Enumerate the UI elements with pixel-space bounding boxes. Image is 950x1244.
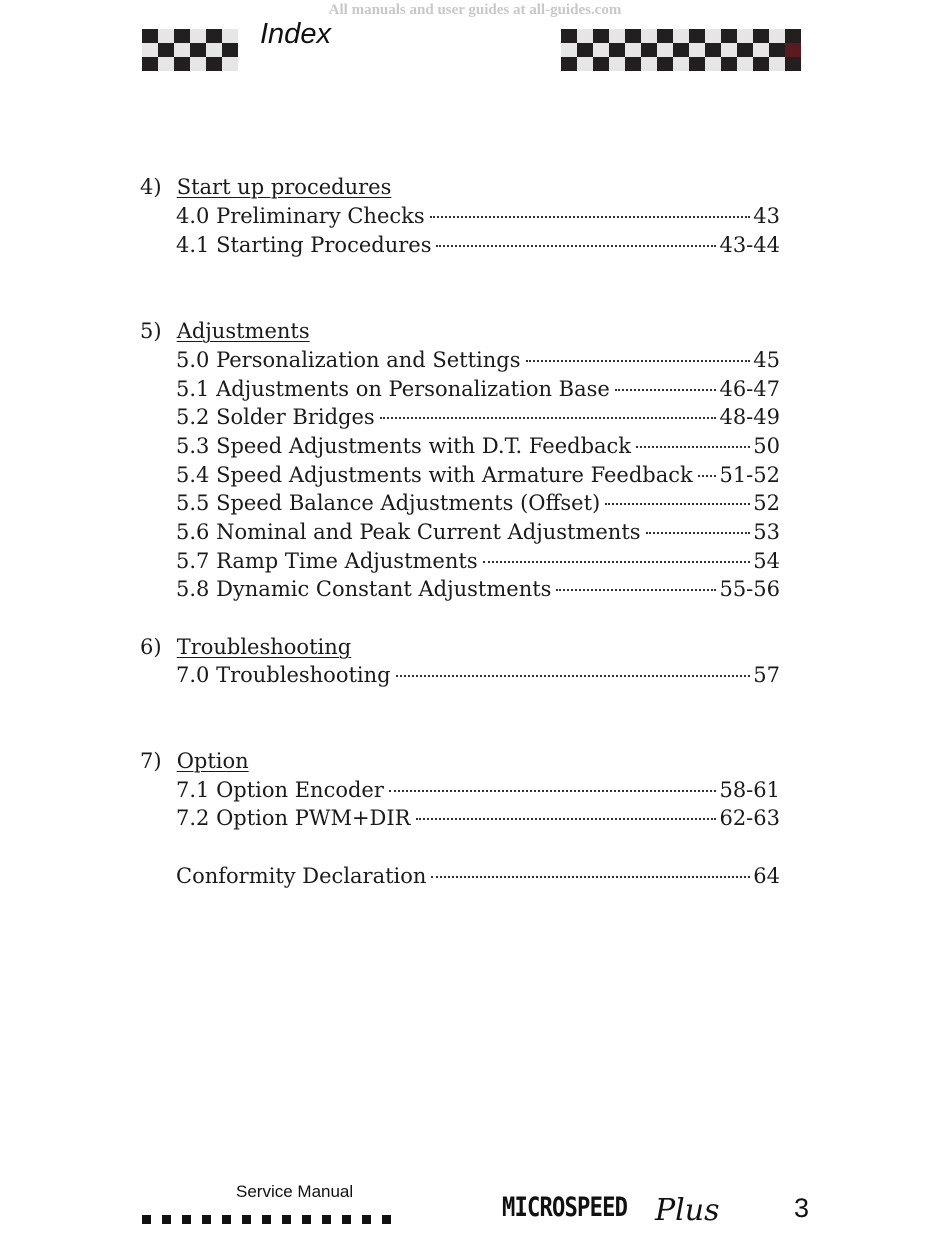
dot-leader [380, 417, 717, 419]
section-number: 6) [140, 635, 162, 659]
checker-square [593, 57, 609, 71]
checker-square [769, 57, 785, 71]
toc-entry-title: 7.0 Troubleshooting [176, 663, 391, 687]
toc-entry-page: 62-63 [719, 806, 780, 830]
checker-square [705, 43, 721, 57]
footer-square [162, 1215, 171, 1224]
checker-square [593, 43, 609, 57]
dot-leader [615, 389, 717, 391]
checker-square [737, 43, 753, 57]
checker-square [625, 29, 641, 43]
section-number: 7) [140, 749, 162, 773]
toc-entry-page: 55-56 [719, 577, 780, 601]
toc-entry-title: 7.1 Option Encoder [176, 778, 384, 802]
checker-square [174, 29, 190, 43]
checker-square [641, 43, 657, 57]
checker-square [673, 57, 689, 71]
checker-square [222, 29, 238, 43]
toc-entry-page: 53 [753, 520, 780, 544]
checker-square [673, 43, 689, 57]
footer-square [322, 1215, 331, 1224]
checker-square [190, 29, 206, 43]
toc-entry[interactable] [176, 204, 780, 228]
checker-square [577, 43, 593, 57]
dot-leader [430, 216, 751, 218]
toc-entry-page: 48-49 [719, 405, 780, 429]
toc-entry-page: 58-61 [719, 778, 780, 802]
dot-leader [416, 818, 717, 820]
toc-entry[interactable] [176, 663, 780, 687]
toc-entry-page: 51-52 [719, 463, 780, 487]
toc-entry-page: 43 [753, 204, 780, 228]
checker-square [190, 43, 206, 57]
checker-square [641, 29, 657, 43]
footer-square-row [142, 1215, 391, 1224]
toc-entry[interactable] [176, 491, 780, 515]
toc-entry-conformity[interactable] [176, 864, 780, 888]
checker-square [158, 29, 174, 43]
toc-entry-title: 5.6 Nominal and Peak Current Adjustments [176, 520, 641, 544]
checker-square [561, 57, 577, 71]
footer-square [202, 1215, 211, 1224]
checker-square [641, 57, 657, 71]
dot-leader [605, 503, 750, 505]
toc-entry[interactable] [176, 463, 780, 487]
checker-square [158, 43, 174, 57]
toc-entry[interactable] [176, 778, 780, 802]
checker-square [721, 29, 737, 43]
toc-entry-page: 54 [753, 549, 780, 573]
toc-entry[interactable] [176, 577, 780, 601]
toc-entry[interactable] [176, 434, 780, 458]
checker-square [657, 29, 673, 43]
checker-square [689, 29, 705, 43]
checker-square [142, 57, 158, 71]
toc-entry-page: 64 [753, 864, 780, 888]
brand-logo-text: MICROSPEED [502, 1192, 628, 1223]
footer-square [182, 1215, 191, 1224]
footer-square [222, 1215, 231, 1224]
dot-leader [389, 790, 717, 792]
checker-square [689, 57, 705, 71]
checker-square [753, 57, 769, 71]
toc-entry-title: Conformity Declaration [176, 864, 427, 888]
dot-leader [646, 532, 751, 534]
toc-entry-title: 5.8 Dynamic Constant Adjustments [176, 577, 552, 601]
checker-square [190, 57, 206, 71]
toc-entry-page: 50 [753, 434, 780, 458]
checker-square [142, 29, 158, 43]
dot-leader [483, 561, 751, 563]
checker-square [705, 57, 721, 71]
toc-entry-page: 52 [753, 491, 780, 515]
checker-square [158, 57, 174, 71]
checker-square [769, 29, 785, 43]
section-number: 4) [140, 175, 162, 199]
section-title[interactable]: Option [176, 749, 249, 773]
toc-entry-title: 5.7 Ramp Time Adjustments [176, 549, 478, 573]
section-title[interactable]: Start up procedures [176, 175, 392, 199]
checker-square [577, 29, 593, 43]
checkered-banner-left [142, 29, 238, 71]
checker-square [142, 43, 158, 57]
checker-square [769, 43, 785, 57]
toc-entry[interactable] [176, 233, 780, 257]
checker-square [785, 29, 801, 43]
toc-entry-title: 7.2 Option PWM+DIR [176, 806, 411, 830]
checker-square [206, 29, 222, 43]
checker-square [577, 57, 593, 71]
toc-entry-title: 4.1 Starting Procedures [176, 233, 432, 257]
checker-square [206, 43, 222, 57]
checker-square [625, 57, 641, 71]
checker-square [785, 43, 801, 57]
brand-logo-suffix: Plus [655, 1193, 720, 1228]
checker-square [561, 29, 577, 43]
toc-entry-page: 43-44 [719, 233, 780, 257]
checker-square [174, 43, 190, 57]
toc-entry-page: 45 [753, 348, 780, 372]
section-number: 5) [140, 319, 162, 343]
checker-square [174, 57, 190, 71]
footer-square [142, 1215, 151, 1224]
dot-leader [698, 475, 717, 477]
page-number: 3 [794, 1193, 810, 1223]
dot-leader [431, 876, 750, 878]
checker-square [222, 43, 238, 57]
checker-square [721, 57, 737, 71]
footer-square [342, 1215, 351, 1224]
checker-square [689, 43, 705, 57]
dot-leader [556, 589, 716, 591]
footer-square [382, 1215, 391, 1224]
toc-entry-title: 5.2 Solder Bridges [176, 405, 375, 429]
section-heading-7 [140, 749, 249, 773]
toc-entry-title: 5.0 Personalization and Settings [176, 348, 521, 372]
footer-square [242, 1215, 251, 1224]
checker-square [625, 43, 641, 57]
checker-square [609, 43, 625, 57]
toc-entry-title: 5.3 Speed Adjustments with D.T. Feedback [176, 434, 632, 458]
footer-square [362, 1215, 371, 1224]
toc-entry[interactable] [176, 377, 780, 401]
checker-square [593, 29, 609, 43]
checker-square [657, 43, 673, 57]
checker-square [705, 29, 721, 43]
dot-leader [526, 360, 751, 362]
toc-entry[interactable] [176, 405, 780, 429]
checker-square [673, 29, 689, 43]
toc-entry-page: 46-47 [719, 377, 780, 401]
checker-square [609, 29, 625, 43]
dot-leader [436, 245, 716, 247]
toc-entry[interactable] [176, 348, 780, 372]
checker-square [753, 43, 769, 57]
toc-entry[interactable] [176, 520, 780, 544]
checker-square [222, 57, 238, 71]
checker-square [737, 29, 753, 43]
toc-entry-title: 5.1 Adjustments on Personalization Base [176, 377, 610, 401]
toc-entry-page: 57 [753, 663, 780, 687]
checker-square [609, 57, 625, 71]
checker-square [785, 57, 801, 71]
checker-square [753, 29, 769, 43]
section-title[interactable]: Adjustments [176, 319, 310, 343]
watermark: All manuals and user guides at all-guides.com [328, 2, 622, 18]
toc-entry-title: 5.5 Speed Balance Adjustments (Offset) [176, 491, 601, 515]
checker-square [657, 57, 673, 71]
footer-square [262, 1215, 271, 1224]
dot-leader [396, 675, 751, 677]
toc-entry[interactable] [176, 549, 780, 573]
section-heading-4 [140, 175, 391, 199]
section-heading-6 [140, 635, 351, 659]
section-title[interactable]: Troubleshooting [176, 635, 352, 659]
footer-label: Service Manual [236, 1182, 354, 1201]
toc-entry-title: 5.4 Speed Adjustments with Armature Feedback [176, 463, 693, 487]
checkered-banner-right [561, 29, 801, 71]
checker-square [561, 43, 577, 57]
checker-square [721, 43, 737, 57]
toc-entry-title: 4.0 Preliminary Checks [176, 204, 425, 228]
section-heading-5 [140, 319, 310, 343]
footer-square [282, 1215, 291, 1224]
page-title: Index [260, 18, 331, 50]
checker-square [737, 57, 753, 71]
footer-square [302, 1215, 311, 1224]
checker-square [206, 57, 222, 71]
toc-entry[interactable] [176, 806, 780, 830]
dot-leader [636, 446, 750, 448]
